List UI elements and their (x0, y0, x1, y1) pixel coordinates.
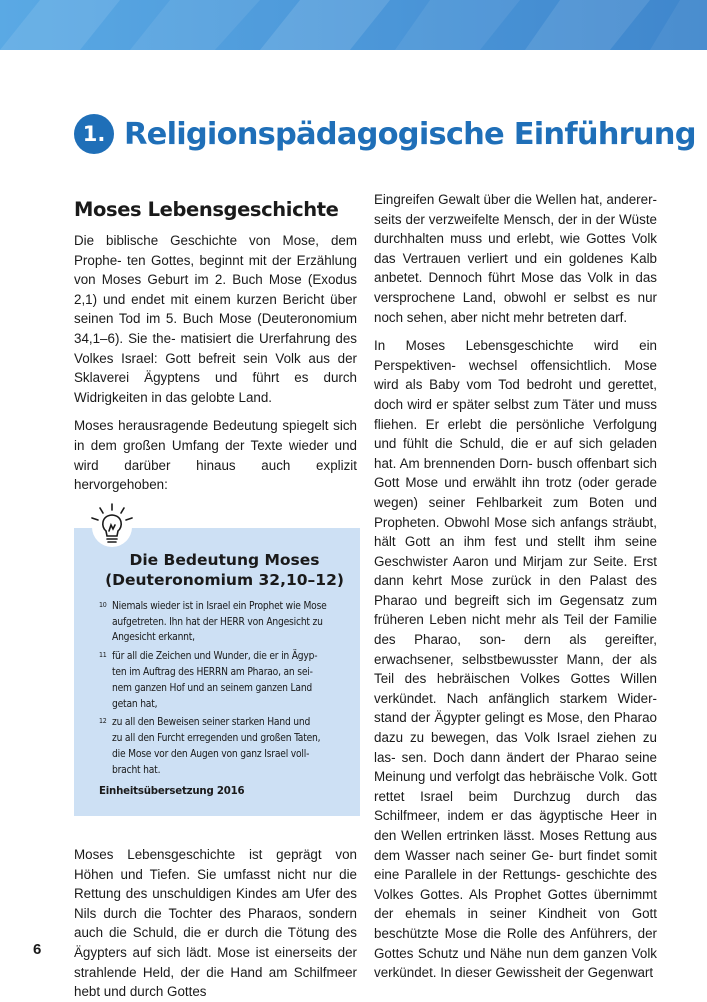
right-column (374, 190, 657, 983)
continuation-paragraph: Eingreifen Gewalt über die Wellen hat, anderer- seits der verzweifelte Mensch, der in der Wüste durchhalten muss und erlebt, wie Gottes Volk das Vertrauen verliert und ein goldenes Kalb anbetet. Dennoch führt Mose das Volk in das versprochene Land, obwohl er selbst es nur noch sehen, aber nicht mehr betreten darf. (374, 192, 657, 325)
verse-12: 12 zu all den Beweisen seiner starken Hand und zu all den Furcht erregenden und großen Taten, die Mose vor den Augen von ganz Israel voll- bracht hat. (99, 715, 350, 778)
significance-paragraph: Moses herausragende Bedeutung spiegelt sich in dem großen Umfang der Texte wieder und wird darüber hinaus auch explizit hervorgehoben: (74, 418, 357, 493)
header-banner (0, 0, 707, 50)
lightbulb-icon (89, 502, 135, 548)
life-paragraph: Moses Lebensgeschichte ist geprägt von Höhen und Tiefen. Sie umfasst nicht nur die Rettung des unschuldigen Kindes am Ufer des Nils durch die Tochter des Pharaos, sondern auch die Schuld, die er durch die Tötung des Ägypters auf sich lädt. Mose ist einerseits der strahlende Held, der die Hand am Schilfmeer hebt und durch Gottes (74, 847, 357, 1000)
chapter-title: Religionspädagogische Einführung (124, 116, 696, 152)
info-box-title: Die Bedeutung Moses (Deuteronomium 32,10–12) (105, 550, 344, 589)
verse-number: 11 (99, 651, 107, 660)
page-number: 6 (33, 941, 42, 958)
perspective-paragraph: In Moses Lebensgeschichte wird ein Perspektiven- wechsel offensichtlich. Mose wird als Baby vom Tod bedroht und gerettet, doch wird er später selbst zum Täter und muss fliehen. Er erlebt die persönliche Verfolgung und fühlt die Schuld, die er auf sich geladen hat. Am brennenden Dorn- busch offenbart sich Gott Mose und erwählt ihn trotz (oder gerade wegen) seiner Fehlbarkeit zum Boten und Propheten. Obwohl Mose sich anfangs sträubt, hält Gott an ihm fest und stellt ihm seine Geschwister Aaron und Mirjam zur Seite. Erst dann kehrt Mose zurück in den Palast des Pharao und begreift sich im Gegensatz zum früheren Leben nicht mehr als Teil der Familie des Pharao, son- dern als gereifter, erwachsener, selbstbewusster Mann, der als Teil des hebräischen Volkes Gottes Willen verkündet. Nach anfänglich starkem Wider- stand der Ägypter gelingt es Mose, den Pharao dazu zu bewegen, das Volk Israel ziehen zu las- sen. Doch dann ändert der Pharao seine Meinung und verfolgt das hebräische Volk. Gott rettet Israel beim Durchzug durch das Schilfmeer, indem er das ägyptische Heer in den Wellen ertrinken lässt. Moses Rettung aus dem Wasser nach seiner Ge- burt findet somit eine Parallele in der Rettungs- geschichte des Volkes Gottes. Als Prophet Gottes übernimmt der ehemals in seiner Kindheit von Gott beschützte Mose die Rolle des Anführers, der Gottes Schutz und Nähe nun dem ganzen Volk verkündet. In dieser Gewissheit der Gegenwart (374, 338, 657, 981)
verse-number: 10 (99, 600, 107, 609)
intro-paragraph: Die biblische Geschichte von Mose, dem Prophe- ten Gottes, beginnt mit der Erzählung von Moses Geburt im 2. Buch Mose (Exodus 2,1) und endet mit einem kurzen Bericht über seinen Tod im 5. Buch Mose (Deuteronomium 34,1–6). Sie the- matisiert die Urerfahrung des Volkes Israel: Gott befreit sein Volk aus der Sklaverei Ägyptens und führt es durch Widrigkeiten in das gelobte Land. (74, 233, 357, 405)
section-heading: Moses Lebensgeschichte (74, 198, 339, 221)
bible-source: Einheitsübersetzung 2016 (99, 786, 245, 798)
left-column (74, 196, 357, 1002)
info-box (74, 528, 360, 816)
chapter-number-badge: 1. (74, 114, 114, 154)
verse-11: 11 für all die Zeichen und Wunder, die er in Ägyp- ten im Auftrag des HERRN am Pharao, an sei- nem ganzen Hof und an seinem ganzen Land getan hat, (99, 649, 350, 712)
chapter-heading (74, 110, 696, 158)
banner-pattern (0, 0, 707, 50)
verse-number: 12 (99, 717, 107, 726)
verse-10: 10 Niemals wieder ist in Israel ein Prophet wie Mose aufgetreten. Ihn hat der HERR von Angesicht zu Angesicht erkannt, (99, 599, 350, 646)
